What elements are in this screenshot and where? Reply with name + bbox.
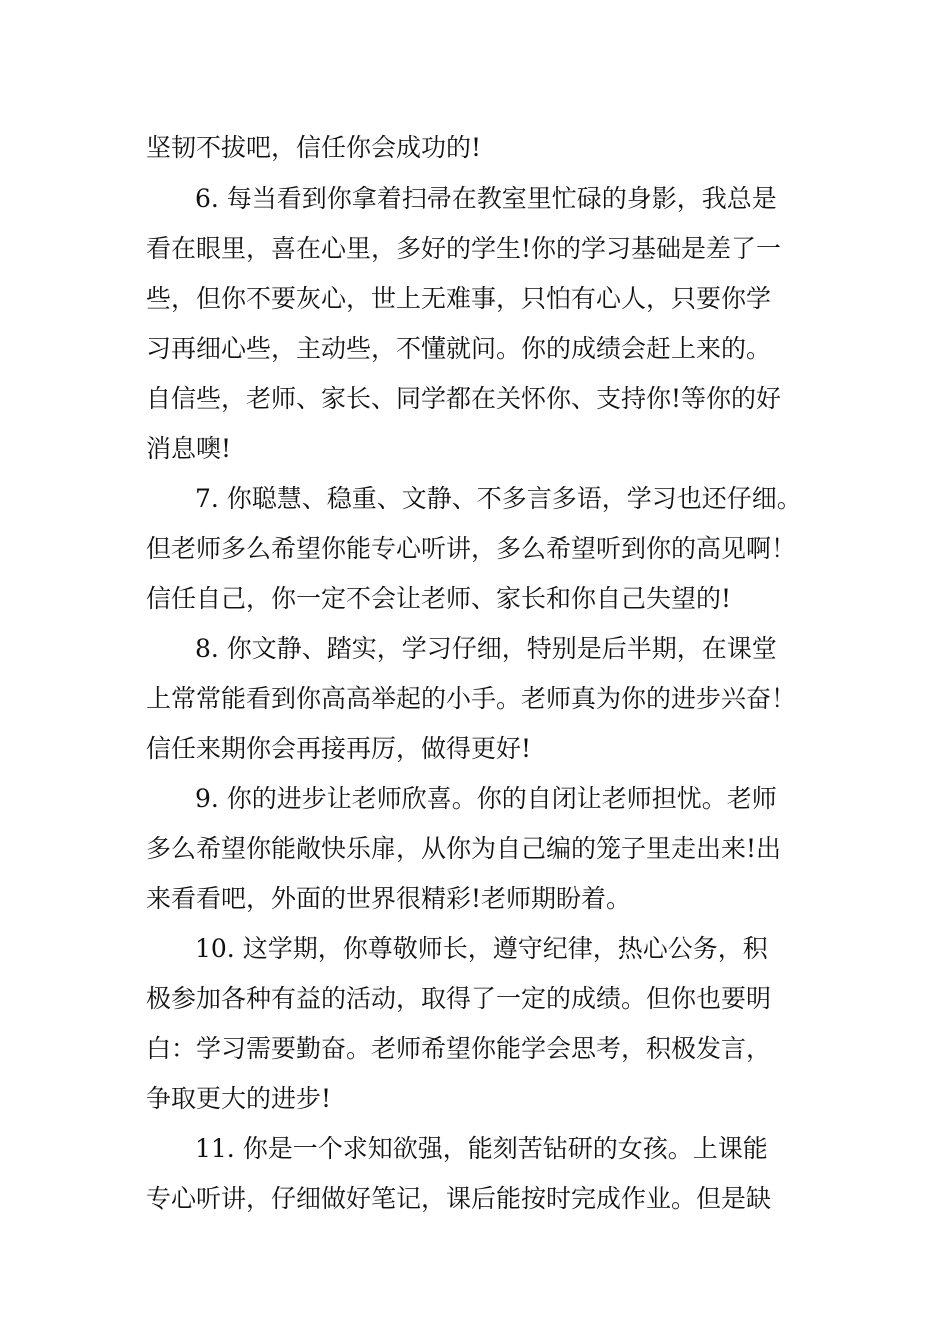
text-line: 7. 你聪慧、稳重、文静、不多言多语，学习也还仔细。 [195, 484, 802, 513]
text-line: 些，但你不要灰心，世上无难事，只怕有心人，只要你学 [146, 284, 772, 313]
text-line: 8. 你文静、踏实，学习仔细，特别是后半期，在课堂 [195, 634, 777, 663]
text-line: 信任自己，你一定不会让老师、家长和你自己失望的! [146, 584, 732, 613]
text-line: 争取更大的进步! [146, 1084, 332, 1113]
text-line: 信任来期你会再接再厉，做得更好! [146, 734, 532, 763]
text-line: 多么希望你能敞快乐扉，从你为自己编的笼子里走出来!出 [146, 834, 782, 863]
text-line: 坚韧不拔吧，信任你会成功的! [146, 133, 482, 162]
text-line: 9. 你的进步让老师欣喜。你的自闭让老师担忧。老师 [195, 784, 777, 813]
text-line: 来看看吧，外面的世界很精彩!老师期盼着。 [146, 884, 632, 913]
text-line: 11. 你是一个求知欲强，能刻苦钻研的女孩。上课能 [195, 1134, 768, 1163]
text-line: 习再细心些，主动些，不懂就问。你的成绩会赶上来的。 [146, 334, 772, 363]
text-line: 白：学习需要勤奋。老师希望你能学会思考，积极发言， [146, 1034, 772, 1063]
text-line: 极参加各种有益的活动，取得了一定的成绩。但你也要明 [146, 984, 772, 1013]
text-line: 自信些，老师、家长、同学都在关怀你、支持你!等你的好 [146, 384, 782, 413]
text-line: 专心听讲，仔细做好笔记，课后能按时完成作业。但是缺 [146, 1184, 772, 1213]
text-line: 6. 每当看到你拿着扫帚在教室里忙碌的身影，我总是 [195, 184, 777, 213]
text-line: 看在眼里，喜在心里，多好的学生!你的学习基础是差了一 [146, 234, 782, 263]
text-line: 10. 这学期，你尊敬师长，遵守纪律，热心公务，积 [195, 934, 768, 963]
text-line: 上常常能看到你高高举起的小手。老师真为你的进步兴奋！ [146, 684, 797, 713]
text-line: 但老师多么希望你能专心听讲，多么希望听到你的高见啊！ [146, 534, 797, 563]
text-line: 消息噢! [146, 434, 232, 463]
